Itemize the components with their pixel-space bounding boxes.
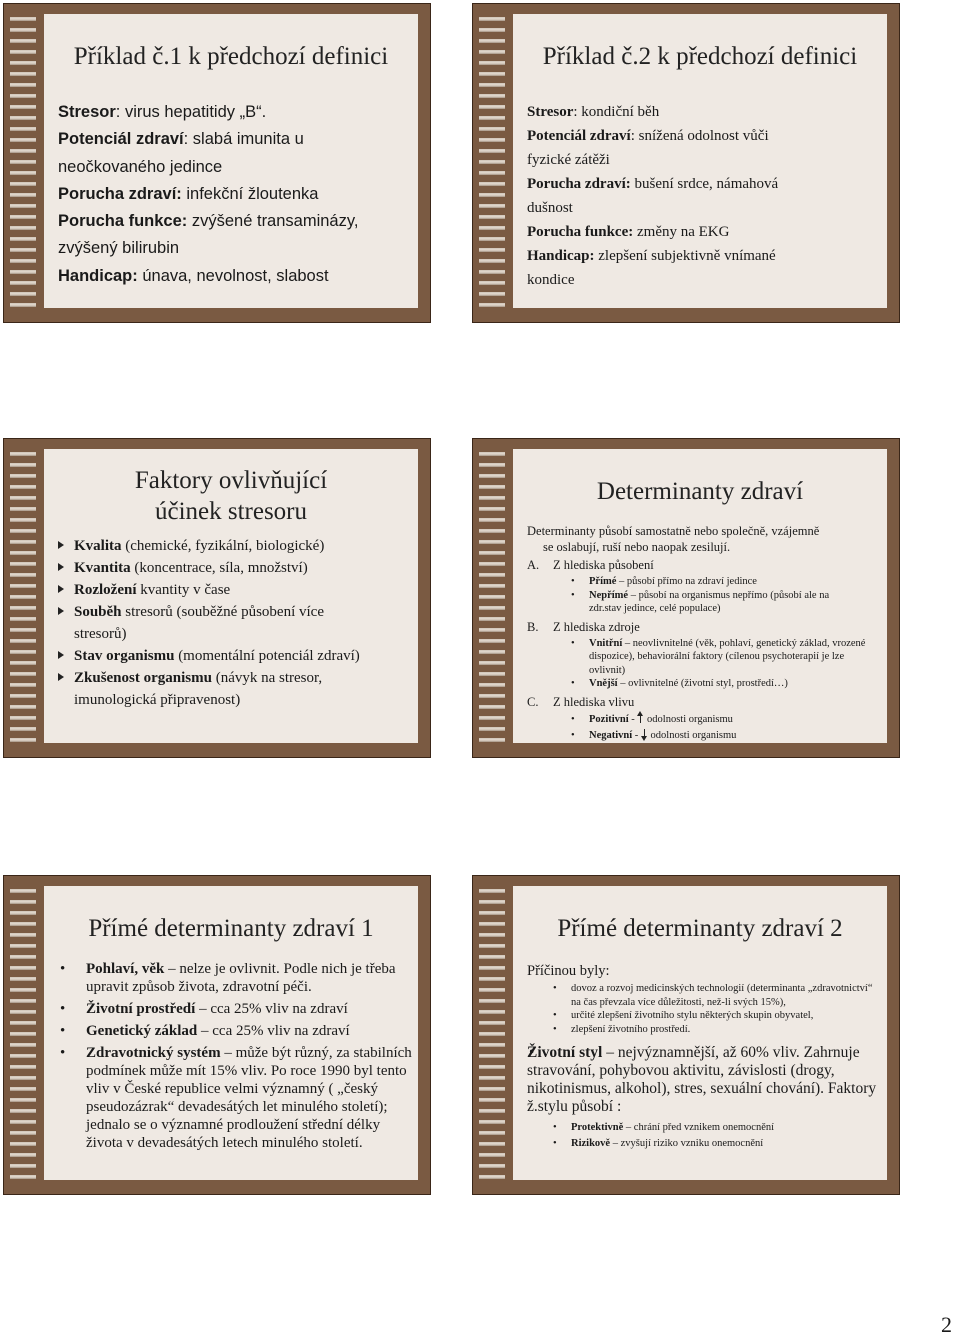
binding-spiral xyxy=(10,449,36,747)
slide-body: Stresor: virus hepatitidy „B“. Potenciál zdraví: slabá imunita u neočkovaného jedince Porucha zdraví: infekční žloutenka Porucha funkce: zvýšené transaminázy, zvýšený bilirubin Handicap: únava, nevolnost, slabost xyxy=(58,103,359,285)
list-item: • Vnitřní – neovlivnitelné (věk, pohlaví, genetický základ, vrozené dispozice), behaviorální faktory (cílenou psychoterapií je lze ovlivnit) xyxy=(571,637,881,678)
binding-spiral xyxy=(479,886,505,1184)
binding-spiral xyxy=(479,14,505,312)
list-item: • zlepšení životního prostředí. xyxy=(553,1023,881,1037)
list-item: • Genetický základ – cca 25% vliv na zdraví xyxy=(58,1022,416,1040)
slide-panel xyxy=(513,14,887,308)
slide-1 xyxy=(3,3,431,323)
section-b: B. Z hlediska zdroje xyxy=(527,619,640,634)
binding-spiral xyxy=(10,14,36,312)
list-item: Zkušenost organismu (návyk na stresor, imunologická připravenost) xyxy=(56,667,410,711)
binding-spiral xyxy=(479,449,505,747)
list-item: • Protektivně – chrání před vznikem onemocnění xyxy=(553,1120,881,1136)
list-item: • Přímé – působí přímo na zdraví jedince xyxy=(571,575,881,589)
arrow-down-icon xyxy=(644,729,645,739)
list-item: Kvantita (koncentrace, síla, množství) xyxy=(56,557,410,579)
slide-body xyxy=(527,523,881,744)
slide-panel xyxy=(513,449,887,743)
intro-text: Determinanty působí samostatně nebo společně, vzájemně se oslabují, ruší nebo naopak zesilují. xyxy=(527,524,820,554)
list-item: • dovoz a rozvoj medicinských technologií (determinanta „zdravotnictví“ na čas převzala více důležitosti, než-li svých 15%), xyxy=(553,982,881,1009)
slide-title: Přímé determinanty zdraví 2 xyxy=(557,915,843,942)
list-item: Kvalita (chemické, fyzikální, biologické) xyxy=(56,535,410,557)
slide-body: Stresor: kondiční běh Potenciál zdraví: snížená odolnost vůči fyzické zátěži Porucha zdraví: bušení srdce, námahová dušnost Porucha funkce: změny na EKG Handicap: zlepšení subjektivně vnímané kondice xyxy=(527,104,779,288)
list-item: Stav organismu (momentální potenciál zdraví) xyxy=(56,645,410,667)
page-number: 2 xyxy=(941,1312,952,1337)
slide-panel xyxy=(44,449,418,743)
slide-2 xyxy=(472,3,900,323)
slide-panel xyxy=(44,886,418,1180)
slide-3 xyxy=(3,438,431,758)
list-item: • Nepřímé – působí na organismus nepřímo (působí ale na zdr.stav jedince, celé populace) xyxy=(571,589,881,616)
slide-panel xyxy=(513,886,887,1180)
binding-spiral xyxy=(10,886,36,1184)
list-item: • Pozitivní - odolnosti organismu xyxy=(571,712,881,728)
section-a: A. Z hlediska působení xyxy=(527,558,654,572)
slide-body xyxy=(56,535,410,711)
section-c: C. Z hlediska vlivu xyxy=(527,694,635,709)
list-item: Souběh stresorů (souběžné působení více stresorů) xyxy=(56,601,410,645)
slide-body xyxy=(527,962,881,1152)
list-item: • určité zlepšení životního stylu některých skupin obyvatel, xyxy=(553,1009,881,1023)
list-item: • Pohlaví, věk – nelze je ovlivnit. Podle nich je třeba upravit způsob života, zdravotní péči. xyxy=(58,960,416,996)
slide-title: Faktory ovlivňující účinek stresoru xyxy=(134,467,328,525)
slide-6 xyxy=(472,875,900,1195)
slide-title: Determinanty zdraví xyxy=(596,478,804,505)
slide-5 xyxy=(3,875,431,1195)
list-item: • Zdravotnický systém – může být různý, za stabilních podmínek může mít 15% vliv. Po roce 1990 byl tento vliv v České republice velmi významný ( „český pseudozázrak“ devadesátých let minulého století); jednalo se o významné prodloužení střední délky života v devadesátých letech minulého století. xyxy=(58,1044,416,1152)
slide-title: Příklad č.1 k předchozí definici xyxy=(73,43,389,70)
slide-title: Příklad č.2 k předchozí definici xyxy=(542,43,858,70)
list-item: • Rizikově – zvyšují riziko vzniku onemocnění xyxy=(553,1136,881,1152)
slide-4 xyxy=(472,438,900,758)
cause-label: Příčinou byly: xyxy=(527,963,610,979)
list-item: • Negativní - odolnosti organismu xyxy=(571,728,881,744)
list-item: • Vnější – ovlivnitelné (životní styl, prostředí…) xyxy=(571,677,881,691)
slide-title: Přímé determinanty zdraví 1 xyxy=(88,915,374,942)
arrow-up-icon xyxy=(640,713,641,723)
list-item: • Životní prostředí – cca 25% vliv na zdraví xyxy=(58,1000,416,1018)
slide-panel xyxy=(44,14,418,308)
list-item: • Životní styl – nejvýznamnější, až 60% vliv. Zahrnuje stravování, pohybovou aktivitu, závislosti (drogy, nikotinismus, alkohol), stres, sexuální chování). Faktory ž.stylu působí : xyxy=(527,1044,881,1116)
list-item: Rozložení kvantity v čase xyxy=(56,579,410,601)
slide-body xyxy=(58,960,416,1152)
